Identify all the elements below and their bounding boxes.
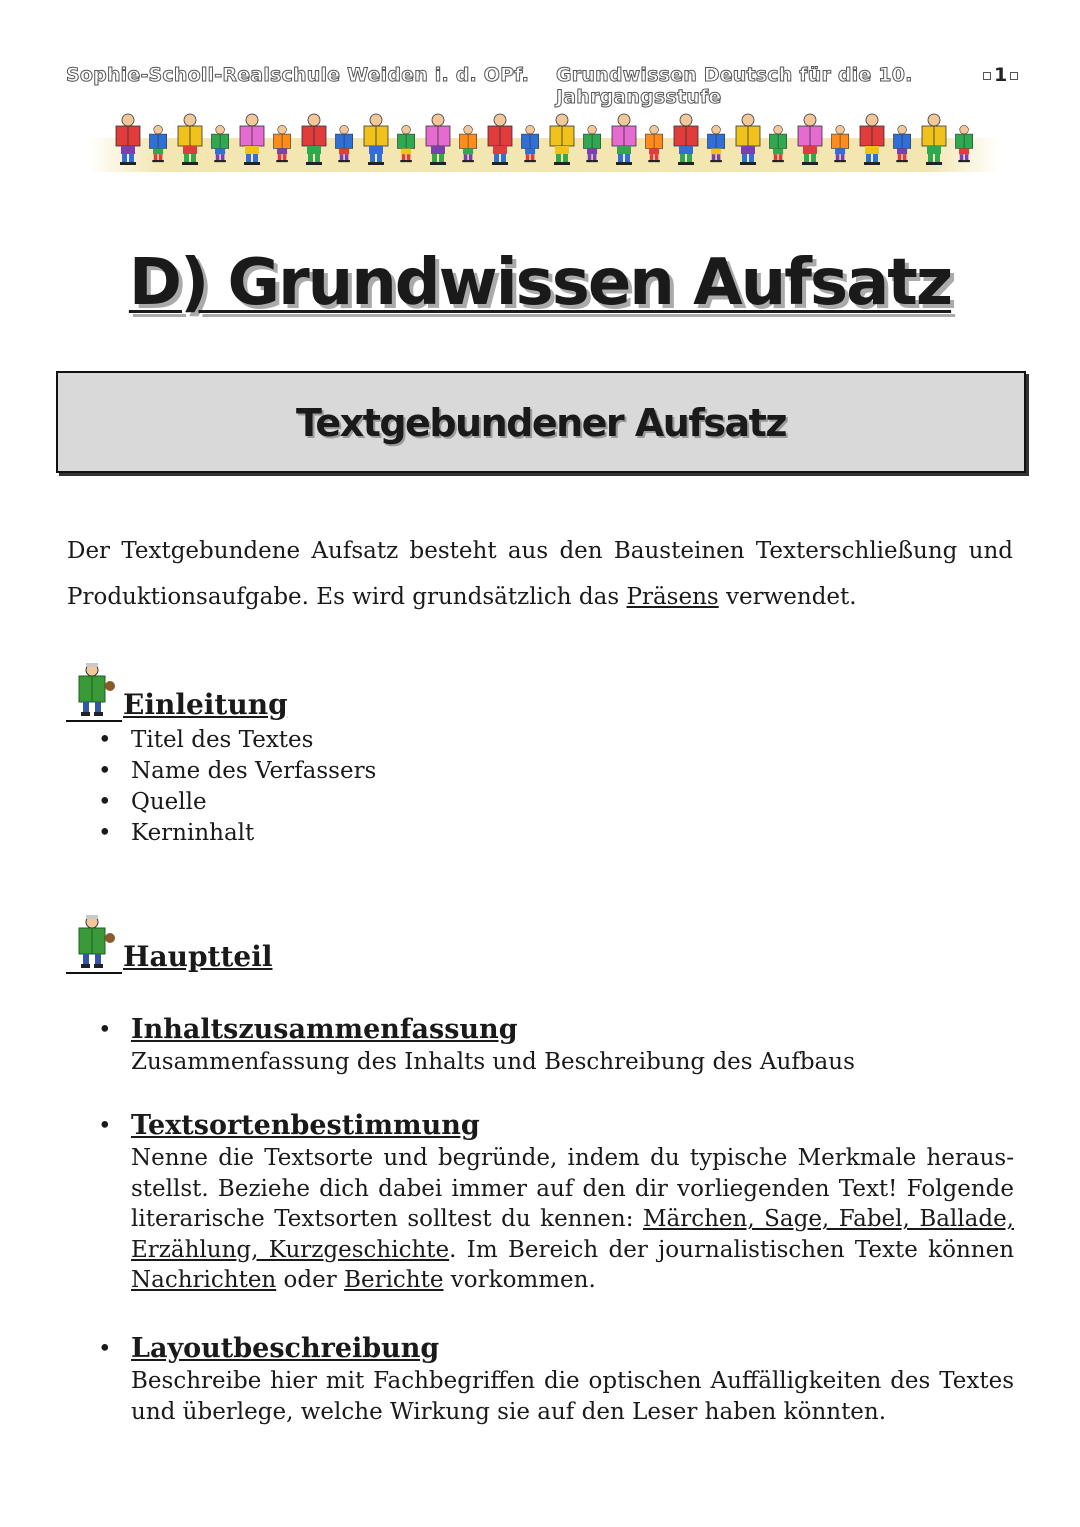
hauptteil-heading: Hauptteil (66, 914, 286, 974)
page-title: D) Grundwissen Aufsatz (128, 246, 952, 320)
layout-item: • Layoutbeschreibung Beschreibe hier mit Fachbegriffen die optischen Auffälligkeiten des Textes und überlege, welche Wirkung sie auf den Leser haben könnten. (98, 1332, 1014, 1427)
reading-child-icon (72, 662, 118, 718)
header-subject: Grundwissen Deutsch für die 10. Jahrgangsstufe (556, 64, 913, 108)
page-number: 1 (980, 64, 1021, 86)
einleitung-list (98, 725, 376, 849)
header-school: Sophie-Scholl-Realschule Weiden i. d. OPf. (66, 64, 530, 86)
list-item: • Name des Verfassers (98, 756, 376, 787)
inhalt-heading: Inhaltszusammenfassung (131, 1014, 518, 1045)
reading-child-icon (72, 914, 118, 970)
reading-children-banner (88, 108, 1000, 174)
list-item: • Kerninhalt (98, 818, 376, 849)
einleitung-heading: Einleitung (66, 662, 286, 722)
inhalt-item: • Inhaltszusammenfassung Zusammenfassung des Inhalts und Beschreibung des Aufbaus (98, 1013, 1014, 1078)
news-term: Nachrichten (131, 1267, 277, 1294)
inhalt-text: Zusammenfassung des Inhalts und Beschreibung des Aufbaus (131, 1049, 855, 1075)
list-item: • Titel des Textes (98, 725, 376, 756)
textsorte-item: • Textsortenbestimmung Nenne die Textsorte und begründe, indem du typische Merkmale herausstellst. Beziehe dich dabei immer auf den dir vorliegenden Text! Folgende literarische Textsorten solltest du kennen: Märchen, Sage, Fabel, Ballade, Erzählung, Kurzgeschichte. Im Bereich der journalistischen Texte können Nachrichten oder Berichte vorkommen. (98, 1109, 1014, 1296)
literary-genres: Märchen, Sage, Fabel, Ballade, Erzählung, Kurzgeschichte (131, 1206, 1014, 1263)
section-box (56, 371, 1026, 473)
layout-heading: Layoutbeschreibung (131, 1333, 440, 1364)
praesens-term: Präsens (626, 584, 719, 610)
textsorte-heading: Textsortenbestimmung (131, 1110, 480, 1141)
textsorte-text: Nenne die Textsorte und begründe, indem du typische Merkmale herausstellst. Beziehe dich dabei immer auf den dir vorliegenden Text! Folgende literarische Textsorten solltest du kennen: Märchen, Sage, Fabel, Ballade, Erzählung, Kurzgeschichte. Im Bereich der journalistischen Texte können Nachrichten oder Berichte vorkommen. (131, 1145, 1015, 1294)
intro-paragraph: Der Textgebundene Aufsatz besteht aus den Bausteinen Texterschließung und Produktionsaufgabe. Es wird grundsätzlich das Präsens verwendet. (67, 538, 1013, 610)
reports-term: Berichte (344, 1267, 444, 1294)
list-item: • Quelle (98, 787, 376, 818)
layout-text: Beschreibe hier mit Fachbegriffen die optischen Auffälligkeiten des Textes und überlege, welche Wirkung sie auf den Leser haben könnten. (131, 1368, 1014, 1425)
section-box-title: Textgebundener Aufsatz (296, 401, 786, 445)
